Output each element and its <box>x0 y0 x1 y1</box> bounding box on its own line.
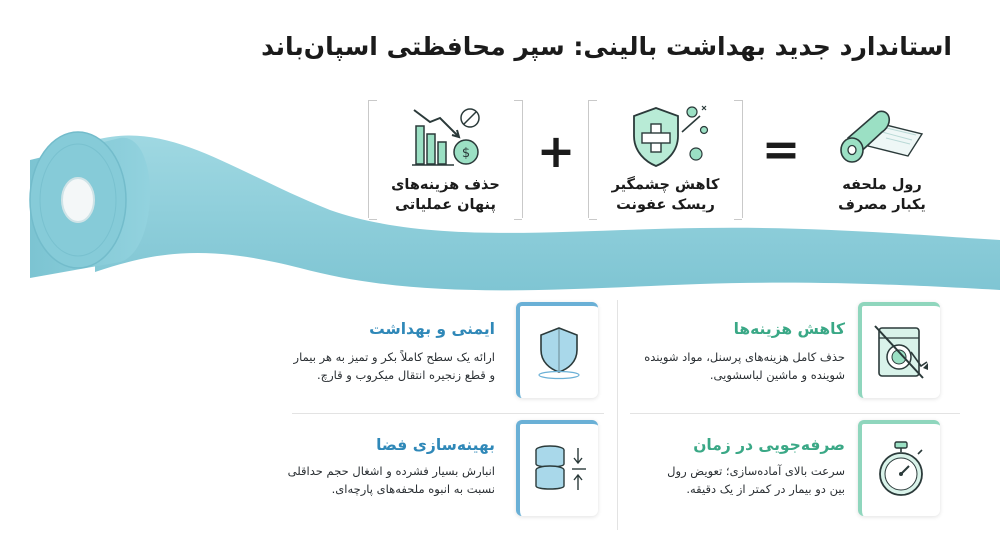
page-title: استاندارد جدید بهداشت بالینی: سپر محافظتی اسپان‌باند <box>261 32 952 61</box>
equation-item-cost-line1: حذف هزینه‌های <box>391 177 500 193</box>
feature-cost-icon-card <box>858 302 940 398</box>
compact-rolls-icon <box>528 442 590 498</box>
feature-space-line1: انبارش بسیار فشرده و اشغال حجم حداقلی <box>287 464 495 478</box>
equals-operator: = <box>761 122 801 176</box>
feature-space-line2: نسبت به انبوه ملحفه‌های پارچه‌ای. <box>331 482 495 496</box>
no-washing-machine-icon <box>871 322 931 382</box>
feature-cost-line1: حذف کامل هزینه‌های پرسنل، مواد شوینده <box>644 350 845 364</box>
feature-cost-line2: شوینده و ماشین لباسشویی. <box>709 368 845 382</box>
equation-item-cost-line2: پنهان عملیاتی <box>395 197 496 213</box>
feature-time-line2: بین دو بیمار در کمتر از یک دقیقه. <box>686 482 845 496</box>
equation-item-roll-line2: یکبار مصرف <box>838 197 926 213</box>
feature-time-title: صرفه‌جویی در زمان <box>693 436 845 454</box>
feature-safety-line1: ارائه یک سطح کاملاً بکر و تمیز به هر بیمار <box>293 350 495 364</box>
shield-icon <box>533 324 585 380</box>
shield-germ-icon <box>626 102 710 172</box>
equation-item-roll <box>822 100 942 218</box>
equation-item-roll-line1: رول ملحفه <box>842 177 922 193</box>
feature-divider-left <box>292 413 604 414</box>
equation-item-infection-line2: ریسک عفونت <box>616 197 715 213</box>
cost-reduction-chart-icon <box>408 104 484 172</box>
sheet-roll-icon <box>838 104 924 170</box>
equation-item-infection <box>588 100 743 218</box>
feature-time-icon-card <box>858 420 940 516</box>
svg-text:$: $ <box>461 146 471 161</box>
feature-space-title: بهینه‌سازی فضا <box>376 436 495 454</box>
feature-safety-line2: و قطع زنجیره انتقال میکروب و قارچ. <box>317 368 495 382</box>
equation-item-infection-line1: کاهش چشمگیر <box>611 177 720 193</box>
feature-safety-icon-card <box>516 302 598 398</box>
stopwatch-icon <box>873 440 929 500</box>
feature-time-line1: سرعت بالای آماده‌سازی؛ تعویض رول <box>667 464 845 478</box>
equation-item-cost <box>368 100 523 218</box>
feature-cost-title: کاهش هزینه‌ها <box>733 320 845 338</box>
feature-divider-right <box>630 413 960 414</box>
feature-space-icon-card <box>516 420 598 516</box>
feature-safety-title: ایمنی و بهداشت <box>369 320 495 338</box>
plus-operator: + <box>536 124 576 178</box>
